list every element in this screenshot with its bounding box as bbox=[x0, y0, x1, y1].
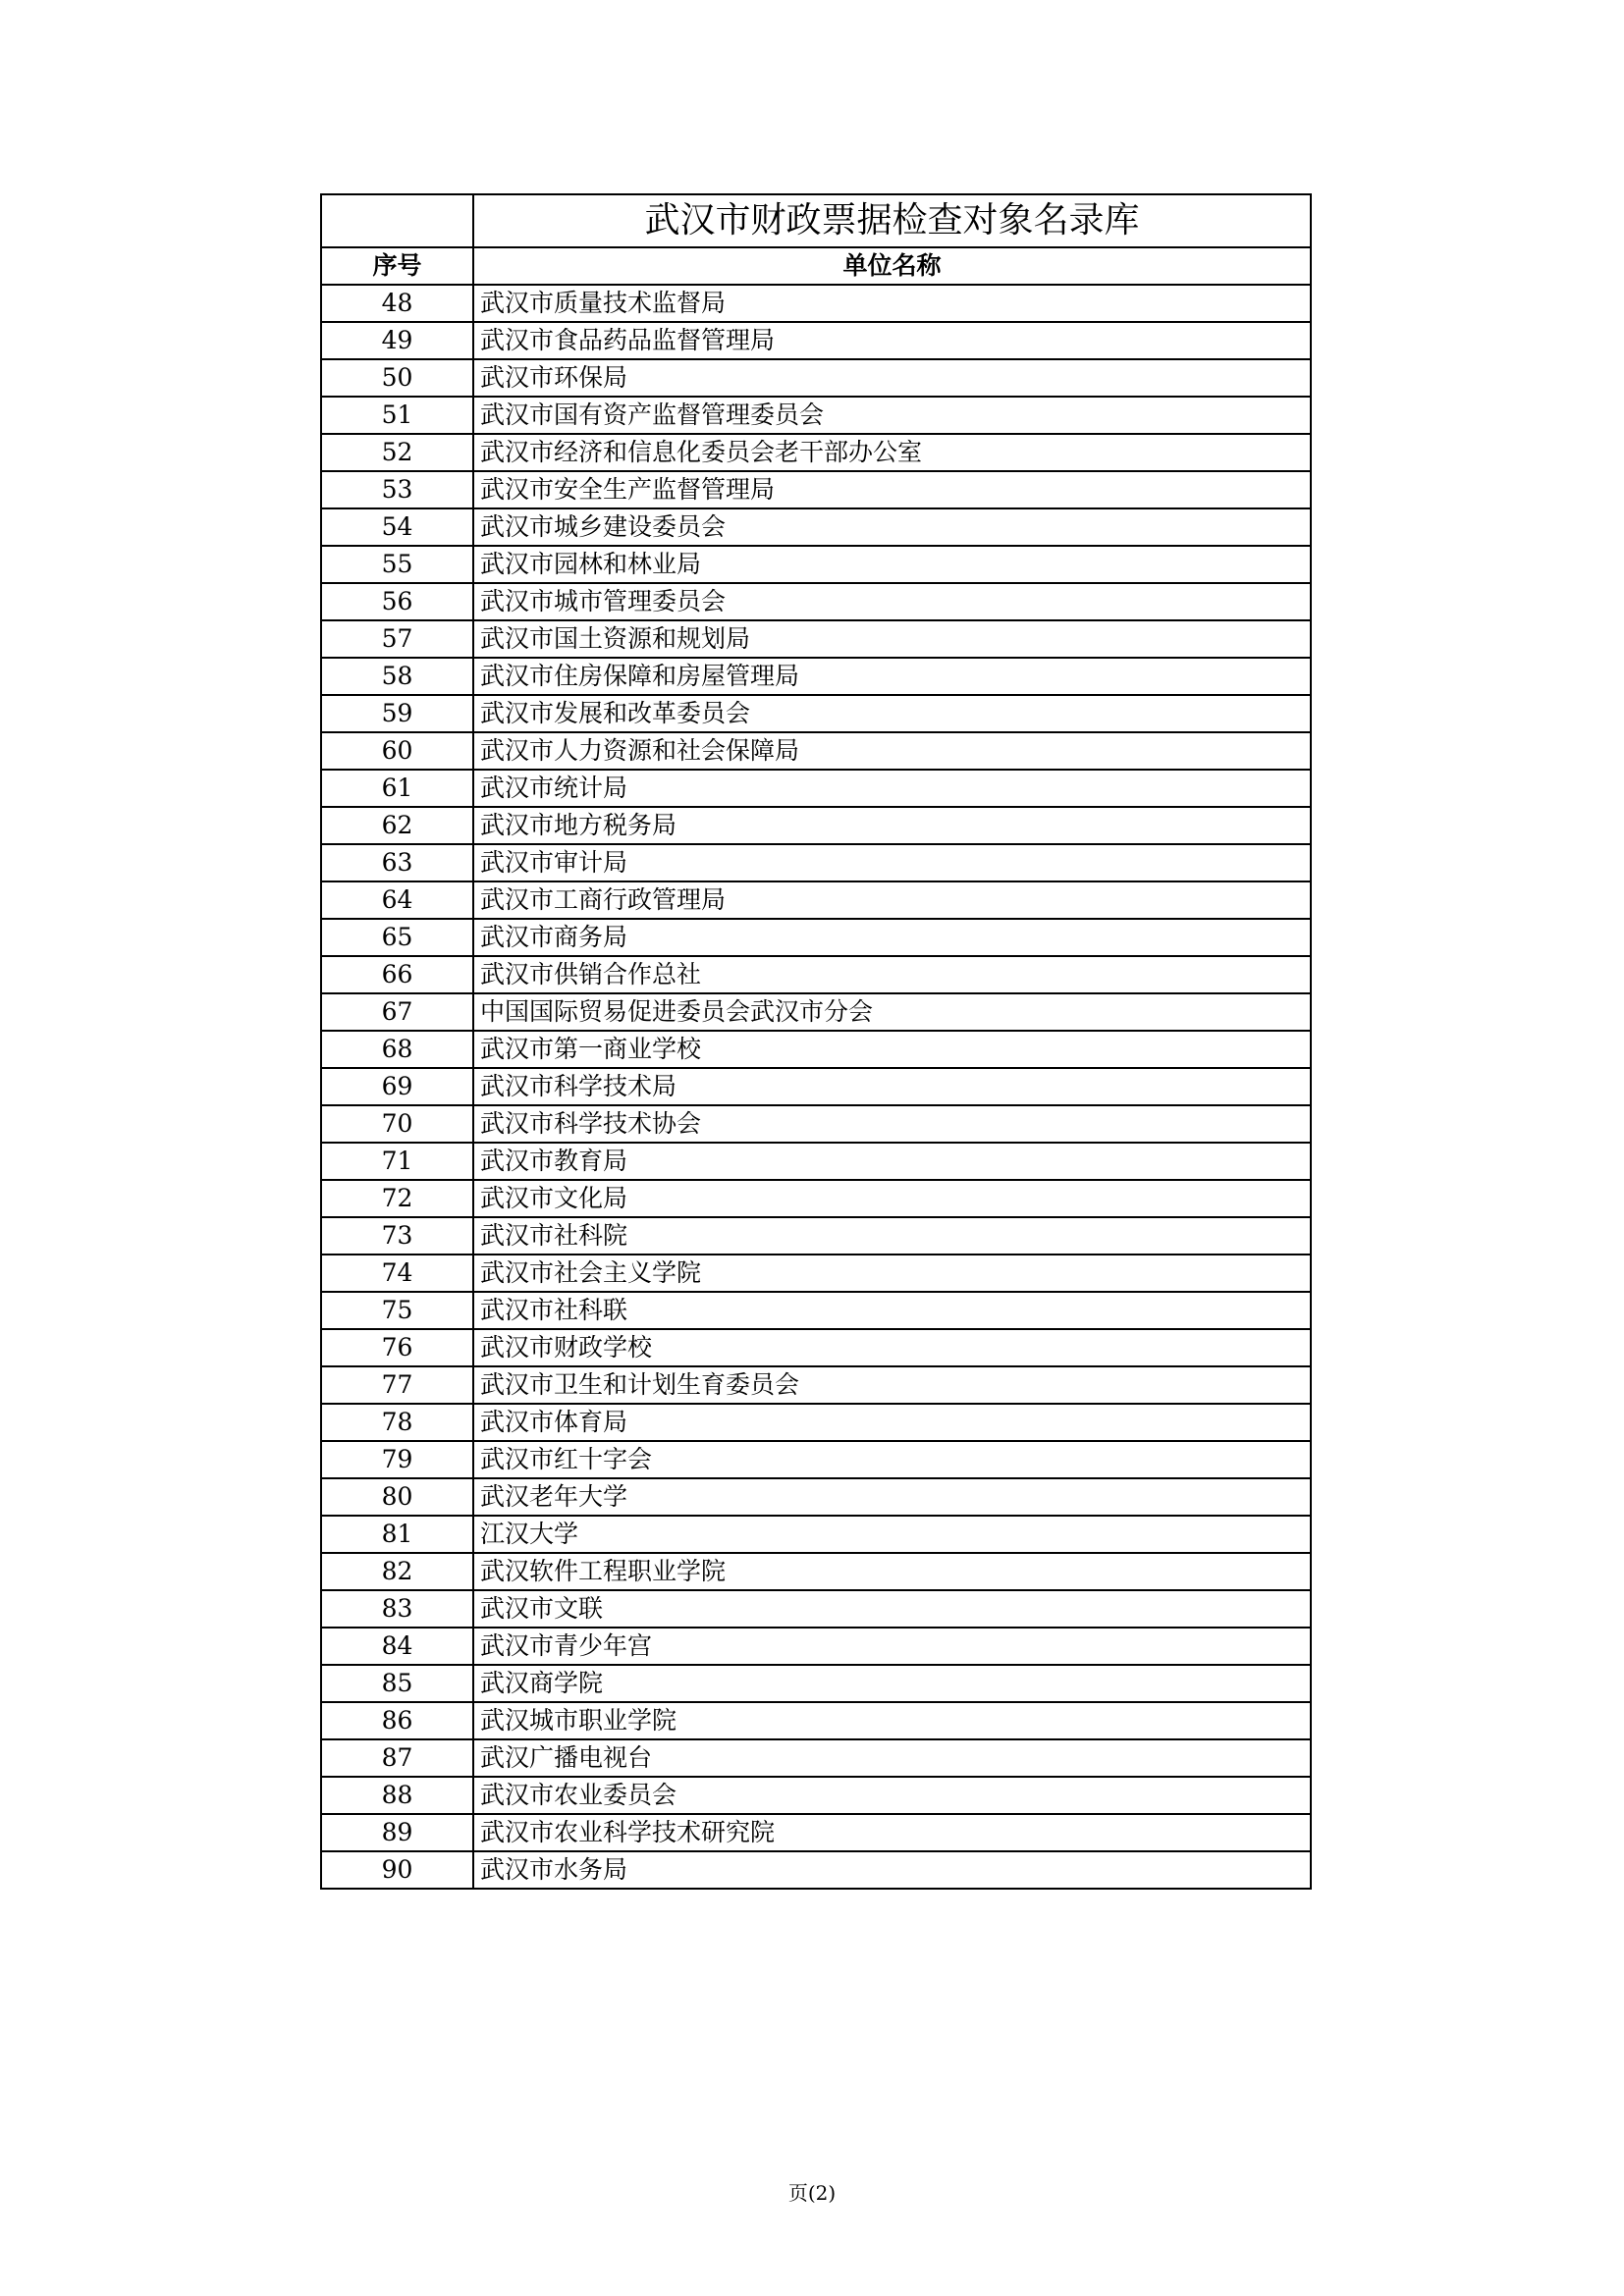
table-body bbox=[321, 194, 1311, 1889]
table-row bbox=[321, 322, 1311, 359]
row-number: 72 bbox=[321, 1180, 473, 1217]
table-row bbox=[321, 881, 1311, 919]
table-row bbox=[321, 1180, 1311, 1217]
unit-name: 武汉市商务局 bbox=[473, 919, 1311, 956]
table-row bbox=[321, 770, 1311, 807]
row-number: 86 bbox=[321, 1702, 473, 1739]
row-number: 48 bbox=[321, 285, 473, 322]
row-number: 70 bbox=[321, 1105, 473, 1143]
row-number: 88 bbox=[321, 1777, 473, 1814]
unit-name: 武汉市教育局 bbox=[473, 1143, 1311, 1180]
table-row bbox=[321, 508, 1311, 546]
table-row bbox=[321, 1255, 1311, 1292]
row-number: 69 bbox=[321, 1068, 473, 1105]
unit-name: 武汉市第一商业学校 bbox=[473, 1031, 1311, 1068]
table-row bbox=[321, 1105, 1311, 1143]
unit-name: 江汉大学 bbox=[473, 1516, 1311, 1553]
row-number: 71 bbox=[321, 1143, 473, 1180]
unit-name: 武汉城市职业学院 bbox=[473, 1702, 1311, 1739]
table-row bbox=[321, 397, 1311, 434]
unit-name: 中国国际贸易促进委员会武汉市分会 bbox=[473, 993, 1311, 1031]
unit-name: 武汉市审计局 bbox=[473, 844, 1311, 881]
table-row bbox=[321, 1590, 1311, 1628]
row-number: 61 bbox=[321, 770, 473, 807]
unit-name: 武汉市财政学校 bbox=[473, 1329, 1311, 1366]
unit-name: 武汉市国土资源和规划局 bbox=[473, 620, 1311, 658]
row-number: 79 bbox=[321, 1441, 473, 1478]
table-row bbox=[321, 1777, 1311, 1814]
table-row bbox=[321, 1404, 1311, 1441]
row-number: 66 bbox=[321, 956, 473, 993]
unit-name: 武汉市城乡建设委员会 bbox=[473, 508, 1311, 546]
row-number: 67 bbox=[321, 993, 473, 1031]
table-title: 武汉市财政票据检查对象名录库 bbox=[473, 194, 1311, 247]
table-row bbox=[321, 956, 1311, 993]
unit-name: 武汉市农业委员会 bbox=[473, 1777, 1311, 1814]
unit-name: 武汉市发展和改革委员会 bbox=[473, 695, 1311, 732]
unit-name: 武汉市卫生和计划生育委员会 bbox=[473, 1366, 1311, 1404]
row-number: 60 bbox=[321, 732, 473, 770]
row-number: 53 bbox=[321, 471, 473, 508]
table-row bbox=[321, 1068, 1311, 1105]
unit-name: 武汉市统计局 bbox=[473, 770, 1311, 807]
page-footer: 页(2) bbox=[787, 2181, 837, 2205]
unit-name: 武汉老年大学 bbox=[473, 1478, 1311, 1516]
unit-name: 武汉市安全生产监督管理局 bbox=[473, 471, 1311, 508]
row-number: 52 bbox=[321, 434, 473, 471]
row-number: 64 bbox=[321, 881, 473, 919]
title-blank-cell bbox=[321, 194, 473, 247]
row-number: 50 bbox=[321, 359, 473, 397]
unit-name: 武汉市科学技术协会 bbox=[473, 1105, 1311, 1143]
unit-name: 武汉市地方税务局 bbox=[473, 807, 1311, 844]
table-row bbox=[321, 1628, 1311, 1665]
table-row bbox=[321, 658, 1311, 695]
number-column-header: 序号 bbox=[321, 247, 473, 285]
unit-name: 武汉市水务局 bbox=[473, 1851, 1311, 1889]
row-number: 84 bbox=[321, 1628, 473, 1665]
row-number: 77 bbox=[321, 1366, 473, 1404]
table-row bbox=[321, 695, 1311, 732]
unit-name: 武汉市农业科学技术研究院 bbox=[473, 1814, 1311, 1851]
row-number: 87 bbox=[321, 1739, 473, 1777]
table-row bbox=[321, 1851, 1311, 1889]
unit-name: 武汉市红十字会 bbox=[473, 1441, 1311, 1478]
row-number: 85 bbox=[321, 1665, 473, 1702]
table-row bbox=[321, 359, 1311, 397]
table-row bbox=[321, 1665, 1311, 1702]
row-number: 75 bbox=[321, 1292, 473, 1329]
unit-name: 武汉市人力资源和社会保障局 bbox=[473, 732, 1311, 770]
row-number: 76 bbox=[321, 1329, 473, 1366]
unit-name: 武汉市工商行政管理局 bbox=[473, 881, 1311, 919]
unit-name: 武汉市经济和信息化委员会老干部办公室 bbox=[473, 434, 1311, 471]
row-number: 56 bbox=[321, 583, 473, 620]
unit-name: 武汉市环保局 bbox=[473, 359, 1311, 397]
row-number: 78 bbox=[321, 1404, 473, 1441]
table-row bbox=[321, 732, 1311, 770]
title-row bbox=[321, 194, 1311, 247]
row-number: 89 bbox=[321, 1814, 473, 1851]
unit-name: 武汉市文联 bbox=[473, 1590, 1311, 1628]
row-number: 57 bbox=[321, 620, 473, 658]
unit-name: 武汉软件工程职业学院 bbox=[473, 1553, 1311, 1590]
row-number: 90 bbox=[321, 1851, 473, 1889]
table-row bbox=[321, 1739, 1311, 1777]
table-row bbox=[321, 1441, 1311, 1478]
row-number: 74 bbox=[321, 1255, 473, 1292]
unit-name: 武汉市城市管理委员会 bbox=[473, 583, 1311, 620]
row-number: 68 bbox=[321, 1031, 473, 1068]
table-row bbox=[321, 1516, 1311, 1553]
table-row bbox=[321, 285, 1311, 322]
row-number: 73 bbox=[321, 1217, 473, 1255]
row-number: 63 bbox=[321, 844, 473, 881]
table-row bbox=[321, 1553, 1311, 1590]
table-row bbox=[321, 807, 1311, 844]
row-number: 49 bbox=[321, 322, 473, 359]
unit-name: 武汉市社科院 bbox=[473, 1217, 1311, 1255]
header-row bbox=[321, 247, 1311, 285]
unit-name: 武汉市科学技术局 bbox=[473, 1068, 1311, 1105]
row-number: 59 bbox=[321, 695, 473, 732]
row-number: 54 bbox=[321, 508, 473, 546]
unit-name: 武汉市食品药品监督管理局 bbox=[473, 322, 1311, 359]
table-row bbox=[321, 993, 1311, 1031]
table-row bbox=[321, 434, 1311, 471]
row-number: 82 bbox=[321, 1553, 473, 1590]
name-column-header: 单位名称 bbox=[473, 247, 1311, 285]
table-row bbox=[321, 919, 1311, 956]
table-row bbox=[321, 546, 1311, 583]
unit-name: 武汉市体育局 bbox=[473, 1404, 1311, 1441]
unit-name: 武汉市住房保障和房屋管理局 bbox=[473, 658, 1311, 695]
table-row bbox=[321, 1702, 1311, 1739]
unit-name: 武汉市社科联 bbox=[473, 1292, 1311, 1329]
row-number: 55 bbox=[321, 546, 473, 583]
row-number: 51 bbox=[321, 397, 473, 434]
row-number: 80 bbox=[321, 1478, 473, 1516]
table-row bbox=[321, 1217, 1311, 1255]
table-row bbox=[321, 1366, 1311, 1404]
table-row bbox=[321, 1329, 1311, 1366]
unit-name: 武汉市文化局 bbox=[473, 1180, 1311, 1217]
table-row bbox=[321, 1478, 1311, 1516]
unit-name: 武汉市国有资产监督管理委员会 bbox=[473, 397, 1311, 434]
table-row bbox=[321, 620, 1311, 658]
unit-name: 武汉市园林和林业局 bbox=[473, 546, 1311, 583]
unit-name: 武汉广播电视台 bbox=[473, 1739, 1311, 1777]
table-row bbox=[321, 844, 1311, 881]
row-number: 62 bbox=[321, 807, 473, 844]
table-row bbox=[321, 1292, 1311, 1329]
unit-name: 武汉商学院 bbox=[473, 1665, 1311, 1702]
row-number: 65 bbox=[321, 919, 473, 956]
table-row bbox=[321, 583, 1311, 620]
table-row bbox=[321, 471, 1311, 508]
table-row bbox=[321, 1143, 1311, 1180]
unit-name: 武汉市供销合作总社 bbox=[473, 956, 1311, 993]
table-row bbox=[321, 1031, 1311, 1068]
row-number: 58 bbox=[321, 658, 473, 695]
unit-name: 武汉市青少年宫 bbox=[473, 1628, 1311, 1665]
directory-table bbox=[320, 193, 1312, 1890]
unit-name: 武汉市社会主义学院 bbox=[473, 1255, 1311, 1292]
row-number: 83 bbox=[321, 1590, 473, 1628]
unit-name: 武汉市质量技术监督局 bbox=[473, 285, 1311, 322]
row-number: 81 bbox=[321, 1516, 473, 1553]
table-row bbox=[321, 1814, 1311, 1851]
